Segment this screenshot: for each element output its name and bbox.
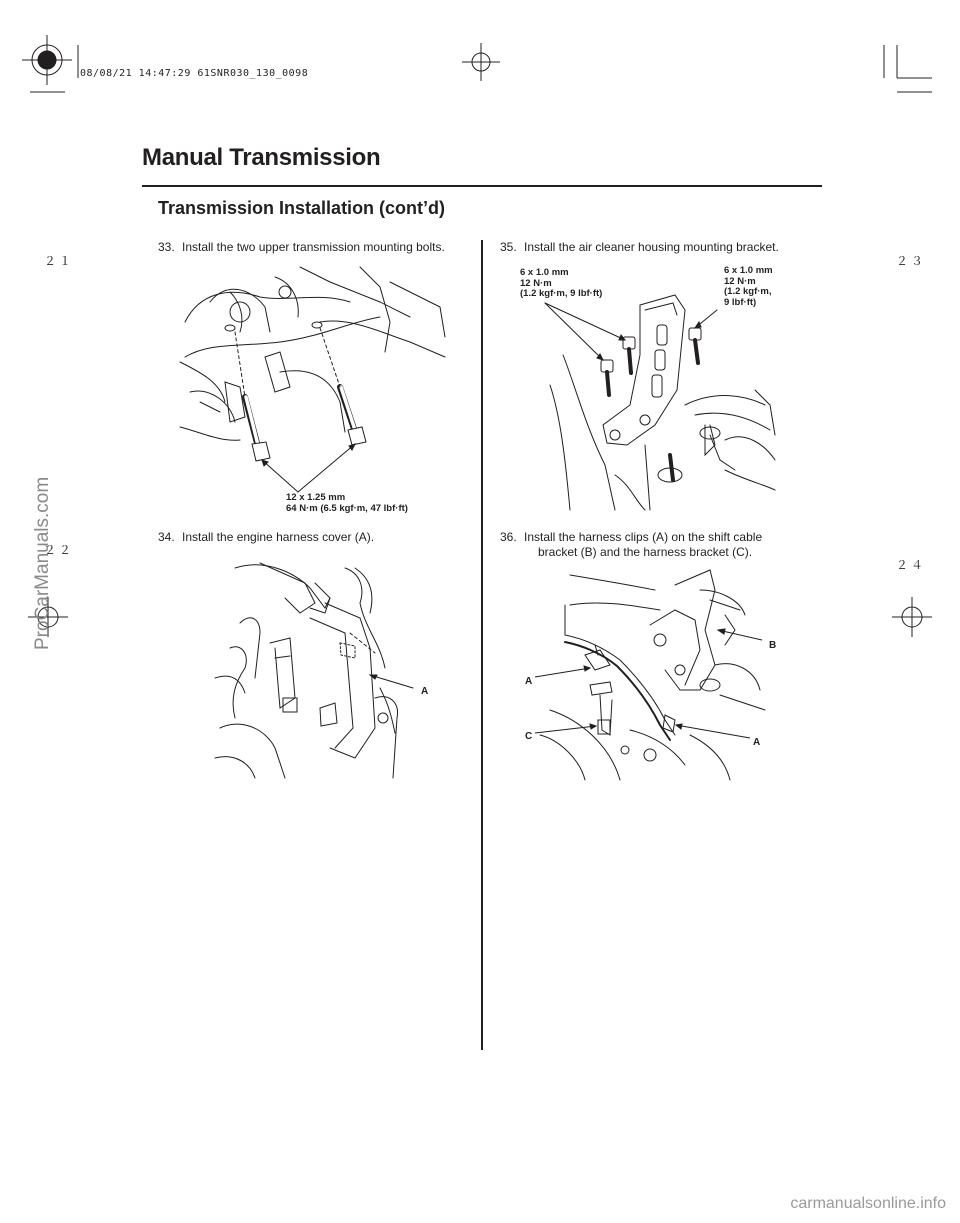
margin-mark-right-bottom: ２４ <box>896 558 927 572</box>
figure-35-illustration <box>545 295 775 510</box>
step-33 <box>158 240 445 255</box>
step-text: Install the harness clips (A) on the shift cable <box>524 530 763 544</box>
fig36-callout-a-top: A <box>525 676 533 687</box>
step-text: Install the air cleaner housing mounting bracket. <box>524 240 779 254</box>
step-34 <box>158 530 374 545</box>
step-text: Install the two upper transmission mounting bolts. <box>182 240 445 254</box>
title-rule <box>142 185 822 187</box>
side-watermark: ProCarManuals.com <box>32 476 53 650</box>
section-subtitle: Transmission Installation (cont’d) <box>158 198 446 218</box>
step-number: 36. <box>500 530 517 544</box>
step-36 <box>500 530 762 560</box>
figure-34-illustration <box>215 558 415 778</box>
margin-mark-left-top: ２１ <box>44 254 75 268</box>
page-title: Manual Transmission <box>142 144 381 171</box>
fig33-torque-label: 12 x 1.25 mm 64 N·m (6.5 kgf·m, 47 lbf·ft) <box>286 492 408 514</box>
step-text: Install the engine harness cover (A). <box>182 530 375 544</box>
step-text-continued: bracket (B) and the harness bracket (C). <box>538 545 753 559</box>
figure-33-illustration <box>180 262 455 492</box>
step-number: 34. <box>158 530 175 544</box>
step-number: 35. <box>500 240 517 254</box>
column-divider <box>481 240 483 1050</box>
fig36-callout-b: B <box>769 640 777 651</box>
fig35-torque-label-right: 6 x 1.0 mm 12 N·m (1.2 kgf·m, 9 lbf·ft) <box>724 265 773 308</box>
footer-watermark: carmanualsonline.info <box>790 1195 946 1212</box>
print-stamp: 08/08/21 14:47:29 61SNR030_130_0098 <box>80 68 309 79</box>
fig34-callout-a: A <box>421 686 429 697</box>
fig36-callout-c: C <box>525 731 533 742</box>
margin-mark-left-bottom: ２２ <box>44 543 75 557</box>
fig35-torque-label-left: 6 x 1.0 mm 12 N·m (1.2 kgf·m, 9 lbf·ft) <box>520 267 603 299</box>
step-number: 33. <box>158 240 175 254</box>
margin-mark-right-top: ２３ <box>896 254 927 268</box>
step-35 <box>500 240 779 255</box>
figure-36-illustration <box>540 570 770 780</box>
fig36-callout-a-bottom: A <box>753 737 761 748</box>
